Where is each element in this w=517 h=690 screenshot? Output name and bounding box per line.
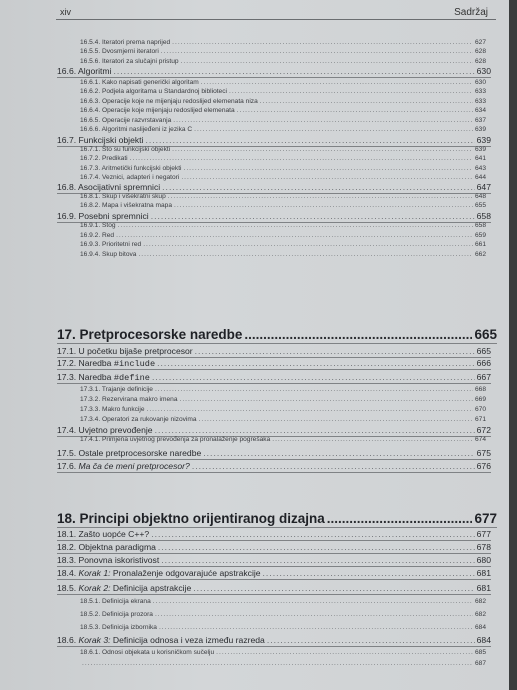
entry-title-text: 17.3.3. Makro funkcije [80,406,145,413]
page-ref: 681 [476,568,491,578]
subsection-entry [80,233,486,240]
entry-title [80,99,258,106]
page-ref: 634 [474,107,486,114]
subsection-entry [80,625,486,632]
entry-title [57,449,201,458]
subsection-entry [80,437,486,444]
section-entry [57,462,491,471]
page-ref: 667 [476,372,491,382]
subsection-entry [80,252,486,259]
entry-title [80,40,170,47]
entry-rule [57,77,491,78]
dot-leader [113,67,474,76]
entry-title-text: 16.9.1. Stog [80,222,116,229]
entry-rule [57,646,491,647]
entry-rule [57,566,491,567]
entry-title [57,569,261,578]
page-ref: 630 [476,66,491,76]
page-ref: 666 [476,358,491,368]
dot-leader [138,252,473,259]
page-ref: 671 [474,416,486,423]
dot-leader [172,40,473,47]
entry-title-text: 18.5.1. Definicija ekrana [80,598,151,605]
page-ref: 633 [474,88,486,95]
dot-leader [184,166,473,173]
page-ref: 661 [474,241,486,248]
page-ref: 668 [474,386,486,393]
chapter-entry [57,328,497,342]
page-ref: 662 [474,251,486,258]
dot-leader [216,650,473,657]
entry-title-text: 16.7.2. Predikati [80,155,128,162]
entry-title-text: 16.5.4. Iteratori prema naprijed [80,39,171,46]
page-ref: 655 [474,202,486,209]
subsection-entry [80,417,486,424]
page-ref: 682 [474,611,486,618]
entry-title-text: 16.9. Posebni spremnici [57,211,149,221]
entry-title [80,166,182,173]
dot-leader [158,543,475,552]
entry-title-text: 17. Pretprocesorske naredbe [57,327,243,342]
entry-title [80,612,153,619]
entry-title [57,183,160,192]
page-ref: 659 [474,232,486,239]
entry-title [80,108,235,115]
section-entry [57,556,491,565]
page-ref: 628 [474,58,486,65]
section-entry [57,373,491,383]
entry-title-text: 18.2. Objektna paradigma [57,542,156,552]
entry-title [80,203,172,210]
dot-leader [147,407,473,414]
page-ref: 682 [474,598,486,605]
entry-rule [57,527,497,528]
section-entry [57,347,491,356]
page-header [56,7,496,20]
dot-leader [327,512,473,526]
page-ref: 644 [474,174,486,181]
dot-leader [263,569,475,578]
entry-title [57,373,150,383]
chapter-entry [57,512,497,526]
dot-leader [157,359,475,368]
page-ref: 643 [474,165,486,172]
subsection-entry [80,203,486,210]
dot-leader [194,127,473,134]
entry-title [80,599,151,606]
entry-title [80,223,116,230]
entry-title-italic: Korak 1: [78,568,111,578]
page-ref: 672 [476,425,491,435]
entry-title [80,49,159,56]
entry-title [57,462,190,471]
dot-leader [237,108,473,115]
entry-title [57,212,149,221]
section-entry [57,636,491,645]
dot-leader [174,203,473,210]
dot-leader [161,49,473,56]
entry-rule [57,540,491,541]
dot-leader [181,175,473,182]
entry-rule [57,357,491,358]
entry-title-code: #include [113,359,156,369]
subsection-entry [80,407,486,414]
page-ref: 647 [476,182,491,192]
dot-leader [272,437,473,444]
entry-title [80,127,192,134]
subsection-entry [80,147,486,154]
entry-title [57,584,191,593]
entry-title [80,175,179,182]
subsection-entry [80,242,486,249]
entry-title-code: #define [113,373,150,383]
page-ref: 670 [474,406,486,413]
entry-rule [57,594,491,595]
page-ref: 665 [474,327,497,342]
dot-leader [181,59,473,66]
dot-leader [229,89,473,96]
entry-title [80,407,145,414]
dot-leader [168,194,473,201]
page-ref: 639 [474,126,486,133]
entry-title-text: 16.7.3. Aritmetički funkcijski objekti [80,165,182,172]
entry-title-text: 17.4.1. Primjena uvjetnog prevođenja za pronalaženje pogrešaka [80,436,271,443]
section-entry [57,183,491,192]
entry-title [57,328,242,342]
entry-rule [57,383,491,384]
dot-leader [145,136,474,145]
entry-title-text: 16.6.4. Operacije koje mijenjaju redoslijed elemenata [80,107,235,114]
subsection-entry [80,89,486,96]
entry-title-text: 16.9.3. Prioritetni red [80,241,142,248]
subsection-entry [80,59,486,66]
entry-title [80,650,214,657]
entry-title [80,233,114,240]
entry-title-rest: Definicija apstrakcije [110,583,192,593]
entry-title [80,625,157,632]
entry-title-text: 16.7. Funkcijski objekti [57,135,144,145]
page-ref: 678 [476,542,491,552]
page-ref: 684 [476,635,491,645]
entry-title-text: 17.3. Naredba [57,372,114,382]
subsection-entry [80,49,486,56]
entry-rule [57,343,497,344]
subsection-entry [80,387,486,394]
page-ref: 658 [476,211,491,221]
dot-leader [116,233,473,240]
dot-leader [155,387,473,394]
entry-title-text: 17.1. U početku bijaše pretprocesor [57,346,193,356]
subsection-entry [80,156,486,163]
page-ref: 627 [474,39,486,46]
entry-rule [57,369,491,370]
entry-title [57,359,155,369]
section-entry [57,67,491,76]
entry-title [57,512,325,526]
entry-title-text: 17.5. Ostale pretprocesorske naredbe [57,448,202,458]
page-ref: 669 [474,396,486,403]
entry-title-text: 18.4. [57,568,79,578]
page-ref: 677 [476,529,491,539]
entry-title-text: 16.6.3. Operacije koje ne mijenjaju redoslijed elemenata niza [80,98,258,105]
subsection-entry [80,650,486,657]
entry-title-rest: Pronalaženje odgovarajuće apstrakcije [110,568,261,578]
entry-title [80,397,178,404]
entry-title [80,59,179,66]
dot-leader [151,530,474,539]
page-ref: 684 [474,624,486,631]
entry-title-text: 16.6.6. Algoritmi naslijeđeni iz jezika C [80,126,193,133]
dot-leader [172,147,473,154]
entry-title-text: 17.4. Uvjetno prevođenje [57,425,153,435]
subsection-entry [80,397,486,404]
dot-leader [192,462,475,471]
subsection-entry [80,599,486,606]
dot-leader [155,612,473,619]
dot-leader [203,449,474,458]
page-ref: 674 [474,436,486,443]
dot-leader [195,347,475,356]
subsection-entry [80,118,486,125]
entry-title-text: 17.3.4. Operatori za rukovanje nizovima [80,416,197,423]
entry-title-text: 16.7.4. Veznici, adapteri i negatori [80,174,180,181]
entry-title-text: 16.8.2. Mapa i višekratna mapa [80,202,172,209]
dot-leader [201,80,473,87]
page-ref: 630 [474,79,486,86]
section-entry [57,212,491,221]
entry-title [80,417,197,424]
subsection-entry [80,661,486,668]
dot-leader [118,223,473,230]
section-entry [57,530,491,539]
subsection-entry [80,80,486,87]
entry-title-text: 16.6.2. Podjela algoritama u Standardnoj biblioteci [80,88,227,95]
entry-title [80,252,136,259]
entry-title [80,437,270,444]
entry-title [80,147,170,154]
dot-leader [159,625,473,632]
dot-leader [267,636,475,645]
entry-title [80,242,141,249]
running-title: Sadržaj [454,7,488,18]
dot-leader [152,373,475,382]
subsection-entry [80,223,486,230]
subsection-entry [80,175,486,182]
entry-title [57,636,265,645]
entry-title-text: 18.3. Ponovna iskoristivost [57,555,160,565]
section-entry [57,426,491,435]
entry-title-italic: Korak 3: [78,635,111,645]
entry-title-text: 17.3.2. Rezervirana makro imena [80,396,178,403]
section-entry [57,359,491,369]
subsection-entry [80,166,486,173]
entry-title-text: 17.3.1. Trajanje definicije [80,386,153,393]
subsection-entry [80,99,486,106]
entry-title-text: 16.5.6. Iteratori za slučajni pristup [80,58,179,65]
dot-leader [193,584,474,593]
subsection-entry [80,108,486,115]
page-ref: 677 [474,511,497,526]
section-entry [57,569,491,578]
entry-title [57,530,149,539]
page-ref: 628 [474,48,486,55]
entry-title-text: 18.1. Zašto uopće C++? [57,529,150,539]
entry-title-text: 18.6.1. Odnosi objekata u korisničkom sučelju [80,649,215,656]
section-entry [57,449,491,458]
entry-title-text: 17.6. [57,461,79,471]
page-ref: 681 [476,583,491,593]
subsection-entry [80,194,486,201]
entry-title-italic: Ma ča će meni pretprocesor? [78,461,190,471]
entry-title [80,156,128,163]
page-ref: 680 [476,555,491,565]
page-ref: 676 [476,461,491,471]
entry-title [80,89,227,96]
entry-title [57,67,111,76]
page-ref: 633 [474,98,486,105]
page-ref: 665 [476,346,491,356]
entry-title [57,543,156,552]
entry-title-text: 16.6.5. Operacije razvrstavanja [80,117,172,124]
entry-title-text: 16.9.2. Red [80,232,115,239]
entry-title-text: 16.8.1. Skup i višekratni skup [80,193,166,200]
page-ref: 639 [474,146,486,153]
section-entry [57,136,491,145]
dot-leader [82,661,473,668]
entry-rule [57,459,491,460]
dot-leader [173,118,473,125]
entry-title-rest: Definicija odnosa i veza između razreda [110,635,265,645]
entry-title-text: 18.5.3. Definicija izbornika [80,624,157,631]
section-entry [57,584,491,593]
entry-title-italic: Korak 2: [78,583,111,593]
entry-title [80,387,153,394]
page-ref: 648 [474,193,486,200]
entry-rule [57,472,491,473]
page-ref: 639 [476,135,491,145]
entry-title-text: 16.9.4. Skup bitova [80,251,137,258]
dot-leader [143,242,473,249]
dot-leader [180,397,473,404]
dot-leader [151,212,475,221]
subsection-entry [80,612,486,619]
page-number: xiv [60,7,71,17]
subsection-entry [80,127,486,134]
entry-title-text: 18.5. [57,583,79,593]
entry-title-text: 18. Principi objektno orijentiranog dizajna [57,511,325,526]
entry-title [80,80,199,87]
subsection-entry [80,40,486,47]
entry-title-text: 16.6. Algoritmi [57,66,112,76]
entry-rule [57,553,491,554]
page-ref: 637 [474,117,486,124]
dot-leader [155,426,475,435]
entry-title [80,118,171,125]
dot-leader [153,599,473,606]
page-ref: 687 [474,660,486,667]
dot-leader [244,328,472,342]
entry-title-text: 17.2. Naredba [57,358,114,368]
page-ref: 658 [474,222,486,229]
section-entry [57,543,491,552]
page-ref: 685 [474,649,486,656]
entry-title-text: 18.5.2. Definicija prozora [80,611,153,618]
entry-title-text: 16.7.1. Što su funkcijski objekti [80,146,171,153]
entry-title [57,136,143,145]
dot-leader [161,556,474,565]
entry-title-text: 16.8. Asocijativni spremnici [57,182,161,192]
entry-title [57,556,159,565]
page-ref: 675 [476,448,491,458]
dot-leader [199,417,473,424]
entry-title [80,194,166,201]
dot-leader [162,183,474,192]
entry-title-text: 16.6.1. Kako napisati generički algoritam [80,79,199,86]
entry-title [57,347,193,356]
entry-title-text: 16.5.5. Dvosmjerni iteratori [80,48,159,55]
entry-title [57,426,153,435]
entry-title-text: 18.6. [57,635,79,645]
page-ref: 641 [474,155,486,162]
dot-leader [130,156,473,163]
dot-leader [260,99,473,106]
entry-rule [57,579,491,580]
